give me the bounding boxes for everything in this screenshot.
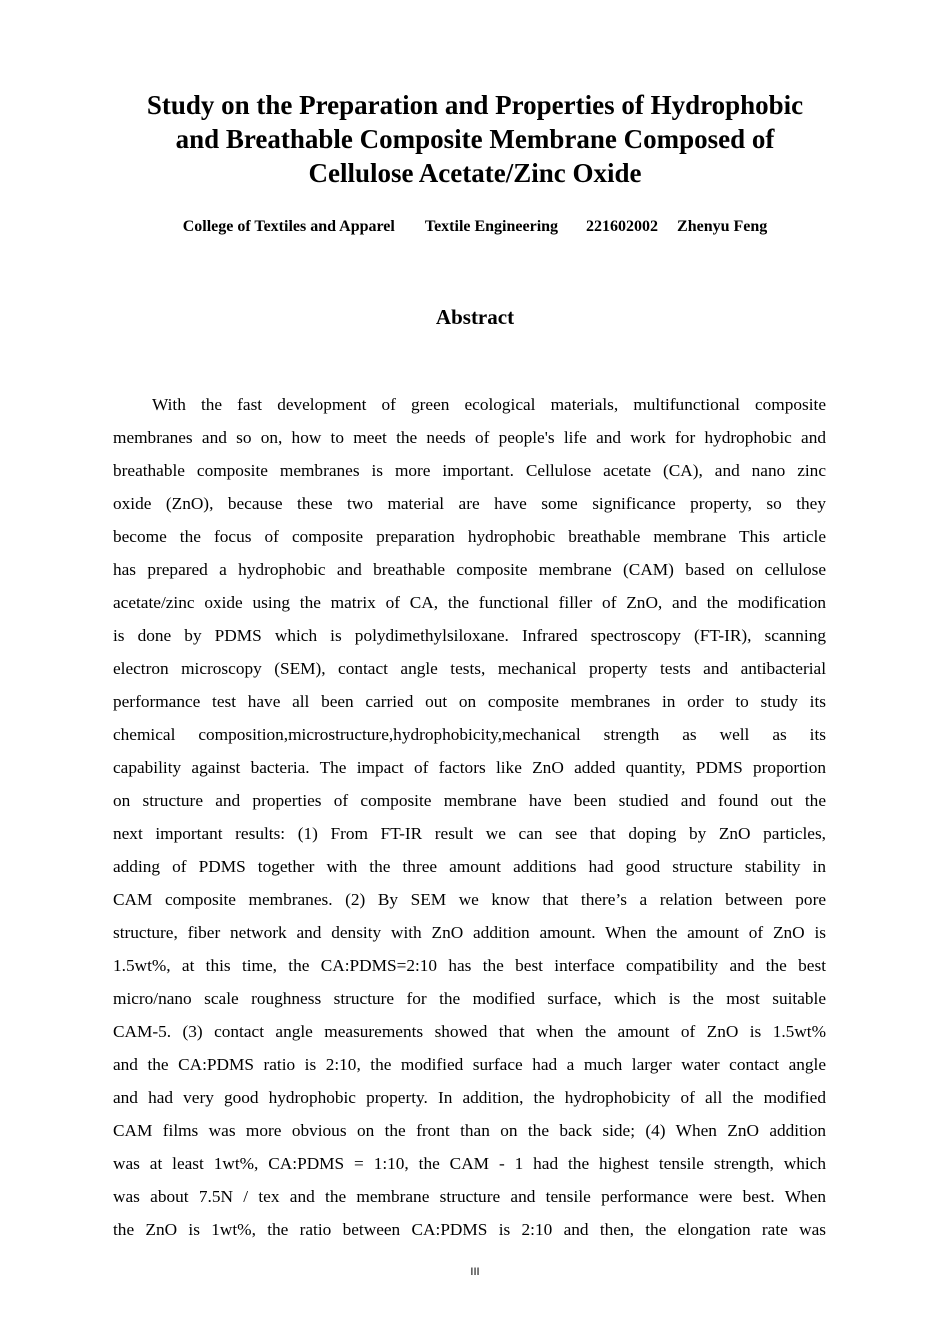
abstract-line: micro/nano scale roughness structure for the modified surface, which is the most suitable	[113, 989, 826, 1008]
abstract-line: CAM films was more obvious on the front than on the back side; (4) When ZnO addition	[113, 1121, 826, 1140]
abstract-line: was about 7.5N / tex and the membrane structure and tensile performance were best. When	[113, 1187, 826, 1206]
abstract-line: breathable composite membranes is more important. Cellulose acetate (CA), and nano zinc	[113, 461, 826, 480]
college-name: College of Textiles and Apparel	[182, 218, 395, 235]
abstract-line: acetate/zinc oxide using the matrix of CA, the functional filler of ZnO, and the modification	[113, 593, 826, 612]
paper-title	[100, 88, 850, 190]
abstract-line: on structure and properties of composite membrane have been studied and found out the	[113, 791, 826, 810]
abstract-line: 1.5wt%, at this time, the CA:PDMS=2:10 has the best interface compatibility and the best	[113, 956, 826, 975]
abstract-line: is done by PDMS which is polydimethylsiloxane. Infrared spectroscopy (FT-IR), scanning	[113, 626, 826, 645]
abstract-heading: Abstract	[435, 305, 515, 329]
title-line: Cellulose Acetate/Zinc Oxide	[308, 158, 642, 188]
title-line: and Breathable Composite Membrane Composed of	[175, 124, 775, 154]
abstract-line: and had very good hydrophobic property. In addition, the hydrophobicity of all the modified	[113, 1088, 826, 1107]
abstract-line: With the fast development of green ecological materials, multifunctional composite	[152, 395, 826, 414]
abstract-line: was at least 1wt%, CA:PDMS = 1:10, the CAM - 1 had the highest tensile strength, which	[113, 1154, 826, 1173]
abstract-line: the ZnO is 1wt%, the ratio between CA:PDMS is 2:10 and then, the elongation rate was	[113, 1220, 826, 1239]
student-id: 221602002	[586, 218, 659, 235]
major-name: Textile Engineering	[424, 218, 559, 235]
abstract-line: electron microscopy (SEM), contact angle tests, mechanical property tests and antibacterial	[113, 659, 826, 678]
abstract-line: next important results: (1) From FT-IR result we can see that doping by ZnO particles,	[113, 824, 826, 843]
abstract-line: membranes and so on, how to meet the needs of people's life and work for hydrophobic and	[113, 428, 826, 447]
abstract-line: chemical composition,microstructure,hydrophobicity,mechanical strength as well as its	[113, 725, 826, 744]
abstract-body	[113, 388, 826, 1246]
author-info	[0, 216, 950, 238]
abstract-line: CAM-5. (3) contact angle measurements showed that when the amount of ZnO is 1.5wt%	[113, 1022, 826, 1041]
author-name: Zhenyu Feng	[677, 218, 768, 235]
abstract-line: structure, fiber network and density with ZnO addition amount. When the amount of ZnO is	[113, 923, 826, 942]
abstract-line: and the CA:PDMS ratio is 2:10, the modified surface had a much larger water contact angle	[113, 1055, 826, 1074]
title-line: Study on the Preparation and Properties of Hydrophobic	[146, 90, 804, 120]
page-number: III	[470, 1266, 480, 1278]
abstract-line: oxide (ZnO), because these two material are have some significance property, so they	[113, 494, 826, 513]
abstract-line: performance test have all been carried out on composite membranes in order to study its	[113, 692, 826, 711]
abstract-line: adding of PDMS together with the three amount additions had good structure stability in	[113, 857, 826, 876]
abstract-line: capability against bacteria. The impact of factors like ZnO added quantity, PDMS proportion	[113, 758, 826, 777]
abstract-line: CAM composite membranes. (2) By SEM we know that there’s a relation between pore	[113, 890, 826, 909]
abstract-line: become the focus of composite preparation hydrophobic breathable membrane This article	[113, 527, 826, 546]
abstract-line: has prepared a hydrophobic and breathable composite membrane (CAM) based on cellulose	[113, 560, 826, 579]
